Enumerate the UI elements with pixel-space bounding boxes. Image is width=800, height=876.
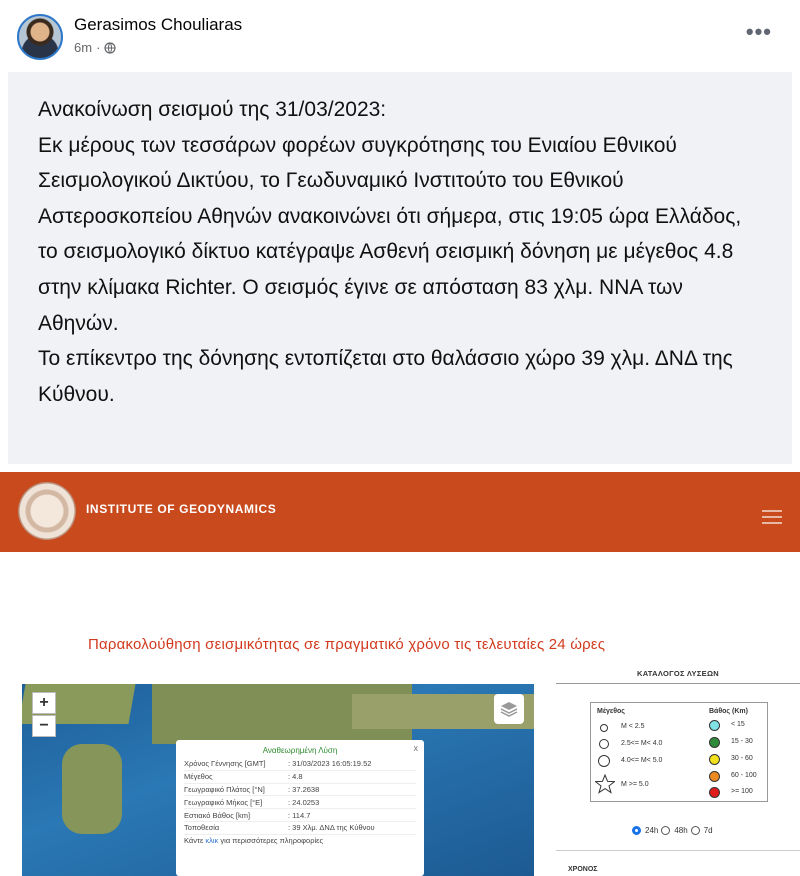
magnitude-symbol-medium bbox=[599, 739, 609, 749]
hamburger-menu-icon[interactable] bbox=[762, 510, 782, 524]
popup-value: : 24.0253 bbox=[288, 797, 320, 807]
popup-key: Γεωγραφικό Πλάτος [°N] bbox=[184, 784, 265, 794]
depth-dot bbox=[709, 771, 720, 782]
catalog-title: ΚΑΤΑΛΟΓΟΣ ΛΥΣΕΩΝ bbox=[637, 669, 719, 678]
seismicity-map[interactable] bbox=[22, 684, 534, 876]
depth-header: Βάθος (Km) bbox=[709, 708, 748, 715]
institute-title[interactable]: INSTITUTE OF GEODYNAMICS bbox=[86, 502, 277, 516]
depth-label: 60 - 100 bbox=[731, 772, 757, 779]
popup-key: Μέγεθος bbox=[184, 772, 213, 782]
popup-link-prefix: Κάντε bbox=[184, 835, 206, 845]
popup-title: Αναθεωρημένη Λύση bbox=[262, 746, 338, 755]
popup-key: Εστιακό Βάθος [km] bbox=[184, 810, 251, 820]
popup-value: : 31/03/2023 16:05:19.52 bbox=[288, 759, 372, 769]
popup-value: : 4.8 bbox=[288, 772, 303, 782]
author-name[interactable]: Gerasimos Chouliaras bbox=[74, 15, 243, 34]
avatar[interactable] bbox=[17, 14, 63, 60]
magnitude-symbol-small bbox=[600, 724, 608, 732]
option-48h-label[interactable]: 48h bbox=[674, 826, 688, 835]
meta-separator: · bbox=[96, 40, 101, 55]
layers-button[interactable] bbox=[494, 694, 524, 724]
divider bbox=[556, 850, 800, 851]
popup-key: Χρόνος Γέννησης [GMT] bbox=[184, 759, 266, 769]
popup-row bbox=[184, 771, 416, 784]
divider bbox=[556, 683, 800, 684]
depth-label: < 15 bbox=[731, 721, 745, 728]
popup-row bbox=[184, 796, 416, 809]
depth-dot bbox=[709, 754, 720, 765]
star-icon bbox=[595, 774, 615, 794]
post-text-heading: Ανακοίνωση σεισμού της 31/03/2023: bbox=[38, 98, 387, 121]
popup-row bbox=[184, 809, 416, 822]
earthquake-popup bbox=[176, 740, 424, 876]
popup-close-button[interactable]: x bbox=[413, 743, 418, 753]
magnitude-label: 2.5<= M< 4.0 bbox=[621, 740, 663, 747]
popup-more-info-link[interactable]: κλικ bbox=[205, 835, 219, 845]
popup-link-suffix: για περισσότερες πληροφορίες bbox=[218, 835, 324, 845]
zoom-in-button[interactable]: + bbox=[32, 692, 56, 714]
post-meta bbox=[74, 40, 116, 55]
magnitude-label: M < 2.5 bbox=[621, 723, 645, 730]
time-section-header: ΧΡΟΝΟΣ bbox=[568, 866, 598, 873]
depth-label: 30 - 60 bbox=[731, 755, 753, 762]
post-time[interactable]: 6m bbox=[74, 40, 93, 55]
magnitude-label: 4.0<= M< 5.0 bbox=[621, 757, 663, 764]
monitor-title: Παρακολούθηση σεισμικότητας σε πραγματικό χρόνο τις τελευταίες 24 ώρες bbox=[88, 636, 606, 653]
popup-key: Γεωγραφικό Μήκος [°E] bbox=[184, 797, 263, 807]
post-text-box bbox=[8, 72, 792, 464]
popup-more-info bbox=[184, 836, 416, 845]
magnitude-symbol-large bbox=[598, 755, 610, 767]
zoom-out-button[interactable]: − bbox=[32, 715, 56, 737]
magnitude-header: Μέγεθος bbox=[597, 708, 625, 715]
post-text-body: Εκ μέρους των τεσσάρων φορέων συγκρότησης του Ενιαίου Εθνικού Σεισμολογικού Δικτύου, το Γεωδυναμικό Ινστιτούτο του Εθνικού Αστεροσκοπείου Αθηνών ανακοινώνει ότι σήμερα, στις 19:05 ώρα Ελλάδος, το σεισμολογικό δίκτυο κατέγραψε Ασθενή σεισμική δόνηση με μέγεθος 4.8 στην κλίμακα Richter. Ο σεισμός έγινε σε απόσταση 83 χλμ. ΝΝΑ των Αθηνών. bbox=[38, 133, 742, 335]
depth-dot bbox=[709, 720, 720, 731]
popup-value: : 114.7 bbox=[288, 810, 311, 820]
time-range-selector bbox=[632, 826, 713, 835]
institute-logo[interactable] bbox=[18, 482, 76, 540]
legend bbox=[590, 702, 768, 802]
option-7d-label[interactable]: 7d bbox=[703, 826, 713, 835]
popup-row bbox=[184, 784, 416, 797]
radio-7d[interactable] bbox=[691, 826, 700, 835]
depth-dot bbox=[709, 737, 720, 748]
globe-icon bbox=[104, 42, 116, 54]
depth-label: 15 - 30 bbox=[731, 738, 753, 745]
radio-24h[interactable] bbox=[632, 826, 641, 835]
popup-key: Τοποθεσία bbox=[184, 823, 220, 833]
depth-dot bbox=[709, 787, 720, 798]
layers-icon bbox=[500, 700, 518, 718]
option-24h-label[interactable]: 24h bbox=[645, 826, 659, 835]
land-area bbox=[62, 744, 122, 834]
popup-value: : 37.2638 bbox=[288, 784, 320, 794]
radio-48h[interactable] bbox=[661, 826, 670, 835]
institute-banner bbox=[0, 472, 800, 552]
popup-value: : 39 Χλμ. ΔΝΔ της Κύθνου bbox=[288, 823, 375, 833]
post-header bbox=[0, 0, 800, 70]
post-text-epicenter: Το επίκεντρο της δόνησης εντοπίζεται στο θαλάσσιο χώρο 39 χλμ. ΔΝΔ της Κύθνου. bbox=[38, 347, 733, 406]
popup-row bbox=[184, 758, 416, 771]
popup-row bbox=[184, 822, 416, 835]
depth-label: >= 100 bbox=[731, 788, 753, 795]
more-options-button[interactable]: ••• bbox=[745, 19, 772, 44]
magnitude-label: M >= 5.0 bbox=[621, 781, 649, 788]
